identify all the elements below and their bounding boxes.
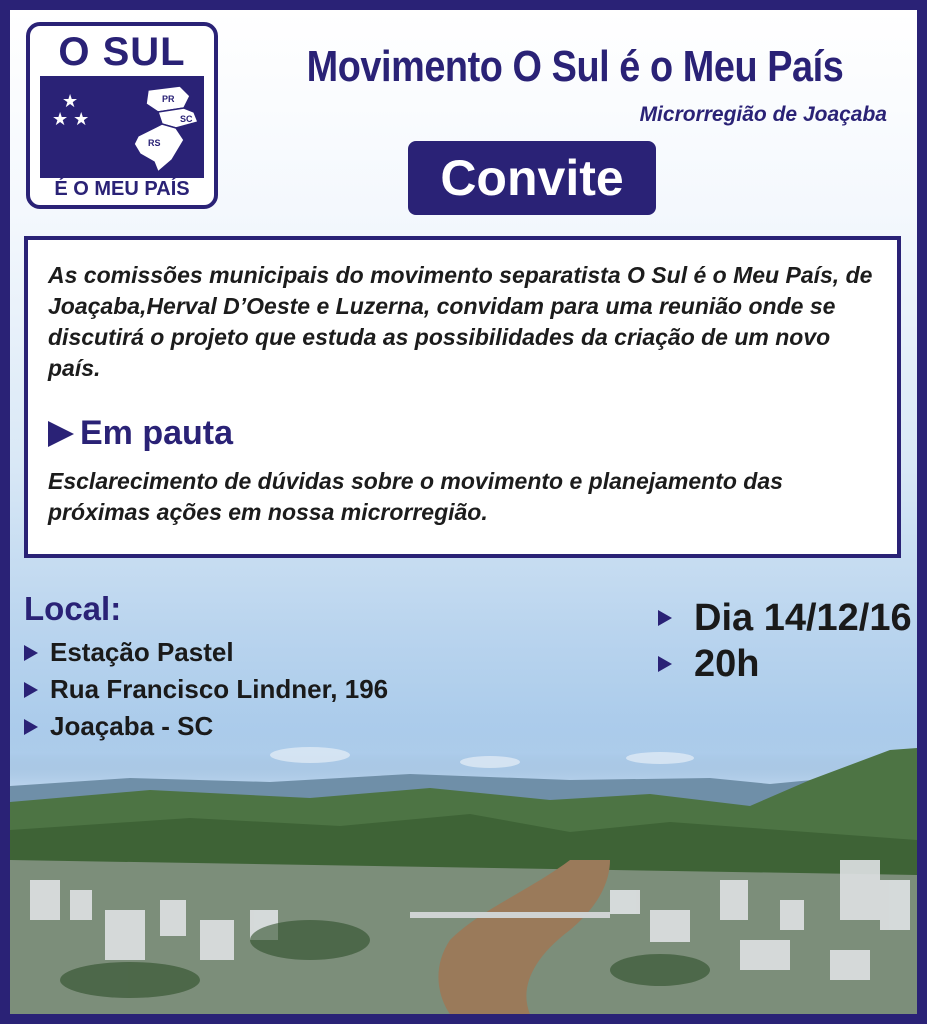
location-city: Joaçaba - SC bbox=[50, 711, 214, 741]
logo-emblem bbox=[40, 76, 204, 178]
play-arrow-icon bbox=[48, 421, 74, 447]
logo-top-text: O SUL bbox=[58, 30, 186, 74]
stars-icon: ★ ★ ★ bbox=[52, 91, 90, 129]
state-label-sc: SC bbox=[180, 114, 193, 124]
location-street: Rua Francisco Lindner, 196 bbox=[50, 674, 389, 704]
invitation-card bbox=[24, 236, 901, 558]
page-subtitle: Microrregião de Joaçaba bbox=[639, 103, 887, 126]
event-date-row bbox=[658, 595, 912, 641]
location-heading: Local: bbox=[24, 590, 122, 627]
agenda-text: Esclarecimento de dúvidas sobre o movimento e planejamento das próximas ações em nossa microrregião. bbox=[48, 468, 783, 525]
movement-logo bbox=[26, 22, 218, 209]
agenda-heading-label: Em pauta bbox=[80, 414, 234, 452]
invite-badge: Convite bbox=[408, 141, 656, 215]
state-label-pr: PR bbox=[162, 94, 175, 104]
list-item bbox=[24, 634, 388, 671]
southern-states-map-icon bbox=[128, 82, 210, 174]
city-landscape-photo bbox=[10, 710, 917, 1014]
list-item bbox=[24, 671, 388, 708]
location-list bbox=[24, 634, 388, 745]
bullet-arrow-icon bbox=[24, 719, 38, 735]
event-time-row bbox=[658, 641, 912, 687]
bullet-arrow-icon bbox=[24, 645, 38, 661]
bullet-arrow-icon bbox=[658, 656, 672, 672]
logo-bottom-text: É O MEU PAÍS bbox=[54, 178, 190, 200]
event-date: Dia 14/12/16 bbox=[694, 596, 912, 639]
bullet-arrow-icon bbox=[24, 682, 38, 698]
event-schedule bbox=[658, 595, 912, 687]
state-label-rs: RS bbox=[148, 138, 161, 148]
page-title: Movimento O Sul é o Meu País bbox=[306, 42, 844, 91]
invitation-text: As comissões municipais do movimento separatista O Sul é o Meu País, de Joaçaba,Herval D’Oeste e Luzerna, convidam para uma reunião onde se discutirá o projeto que estuda as possibilidades da criação de um novo país. bbox=[48, 262, 873, 381]
location-venue: Estação Pastel bbox=[50, 637, 234, 667]
agenda-heading bbox=[48, 414, 233, 453]
list-item bbox=[24, 708, 388, 745]
event-time: 20h bbox=[694, 642, 760, 685]
bullet-arrow-icon bbox=[658, 610, 672, 626]
